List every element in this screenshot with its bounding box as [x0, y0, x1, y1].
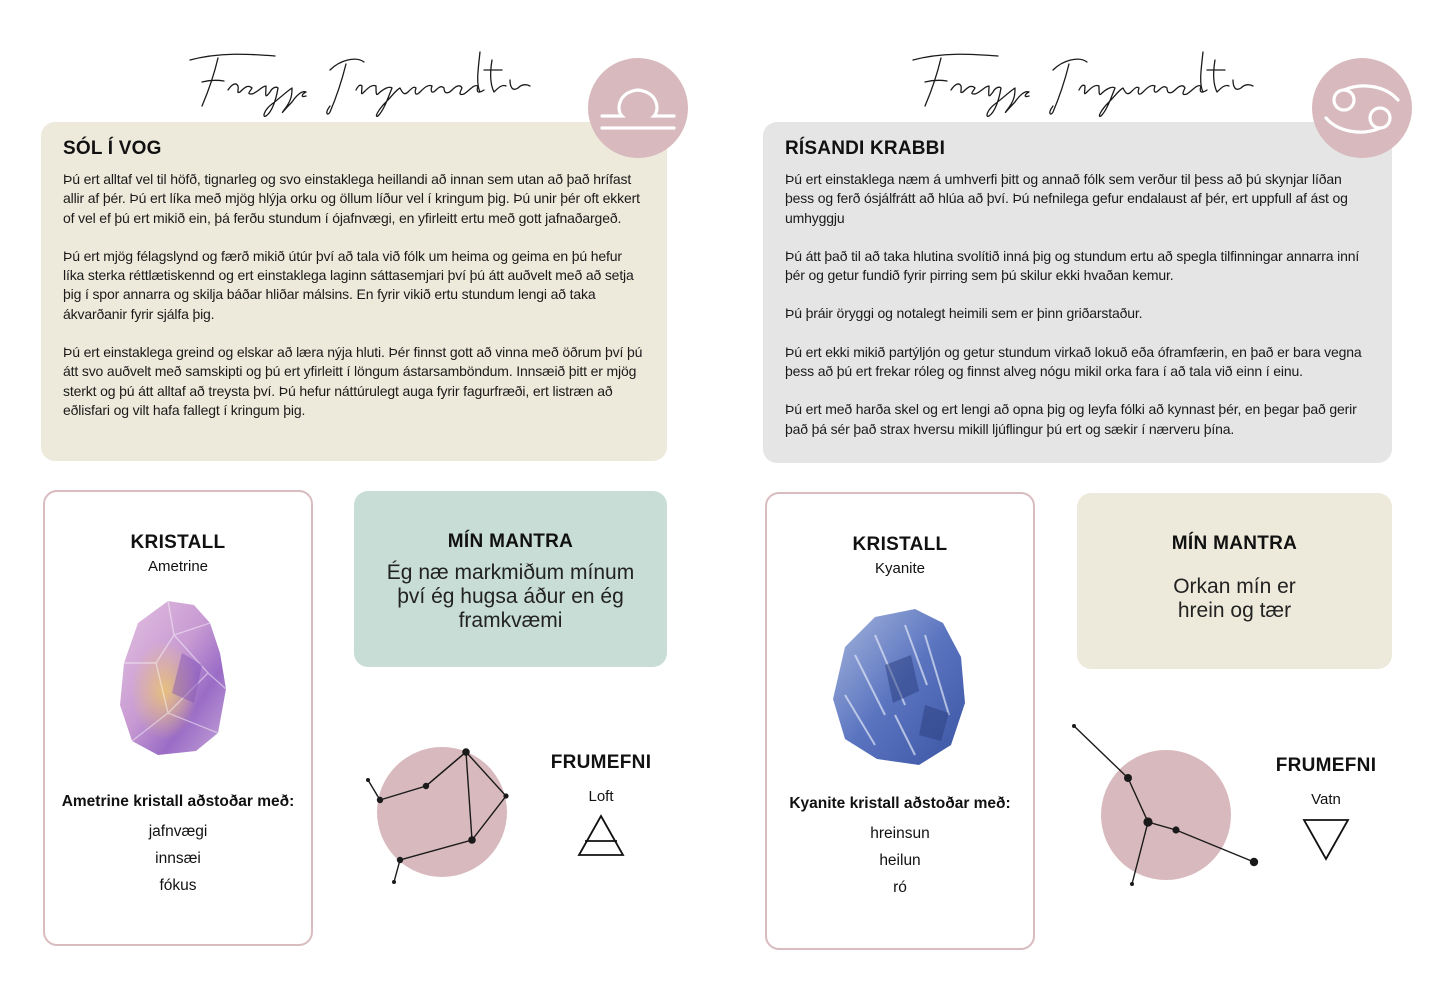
reading-paragraph: Þú átt það til að taka hlutina svolítið inná þig og stundum ertu að spegla tilfinningar annarra inní þér og getur fundið fyrir pirring sem þú skilur ekki hvaðan kemur.: [785, 247, 1360, 284]
reading-title: SÓL Í VOG: [63, 138, 162, 159]
crystal-quality: ró: [893, 879, 907, 896]
element-heading: FRUMEFNI: [550, 752, 652, 773]
crystal-heading: KRISTALL: [130, 532, 226, 553]
air-element-icon: [576, 813, 626, 859]
ametrine-crystal-icon: [98, 593, 258, 773]
crystal-quality: innsæi: [155, 850, 201, 867]
reading-title: RÍSANDI KRABBI: [785, 138, 946, 159]
cancer-badge: [1312, 58, 1412, 158]
mantra-heading: MÍN MANTRA: [1171, 533, 1298, 554]
mantra-text: Ég næ markmiðum mínum því ég hugsa áður en ég framkvæmi: [386, 561, 635, 632]
rising-sign-reading: [763, 122, 1392, 463]
mantra-text: Orkan mín er hrein og tær: [1173, 575, 1296, 622]
element-block: [1271, 755, 1381, 862]
reading-paragraph: Þú ert ekki mikið partýljón og getur stundum virkað lokuð eða óframfærin, en það er bara vegna þess að þú ert frekar róleg og finnst alveg nógu mikil orka fara í að tala við einn í einu.: [785, 343, 1362, 380]
crystal-quality: hreinsun: [870, 825, 930, 842]
crystal-card: [765, 492, 1035, 950]
libra-constellation-icon: [360, 740, 520, 890]
reading-paragraph: Þú ert alltaf vel til höfð, tignarleg og svo einstaklega heillandi að innan sem utan að það hrífast allir af þér. Þú ert líka með mjög hlýja orku og öllum líður vel í kringum þig. Þú unir þér oft ekkert of vel ef þú ert mikið ein, þá ferðu stundum í ójafnvægi, en yfirleitt ertu með gott jafnaðargeð.: [63, 171, 640, 226]
reading-paragraph: Þú ert einstaklega næm á umhverfi þitt og annað fólk sem verður til þess að þú skynjar líðan þess og ferð ósjálfrátt að hlúa að því. Þú nefnilega gefur endalaust af þér, ert uppfull af ást og umhyggju: [785, 171, 1348, 226]
signature-icon: [180, 40, 540, 120]
sun-sign-reading: [41, 122, 667, 461]
crystal-helps-label: Kyanite kristall aðstoðar með:: [789, 795, 1011, 812]
element-heading: FRUMEFNI: [1275, 755, 1377, 776]
crystal-quality: jafnvægi: [148, 823, 208, 840]
reading-paragraph: Þú ert mjög félagslynd og færð mikið útúr því að tala við fólk um heima og geima en þú hefur líka sterka réttlætiskennd og ert einstaklega laginn sáttasemjari því þú átt auðvelt með að setja þig í spor annarra og skilja báðar hliðar málsins. En fyrir vikið ertu stundum lengi að taka ákvarðanir fyrir sjálfa þig.: [63, 247, 634, 322]
mantra-heading: MÍN MANTRA: [447, 531, 574, 552]
crystal-quality: fókus: [159, 877, 197, 894]
kyanite-crystal-image: [815, 595, 985, 775]
signature-logo: [180, 40, 540, 120]
signature-logo: [903, 40, 1263, 120]
element-name: Vatn: [1311, 791, 1341, 808]
cancer-constellation-icon: [1070, 720, 1260, 890]
right-page: [715, 0, 1430, 984]
kyanite-crystal-icon: [815, 595, 985, 775]
libra-constellation: [360, 740, 520, 890]
mantra-box: [1077, 493, 1392, 669]
ametrine-crystal-image: [98, 593, 258, 773]
cancer-constellation: [1070, 720, 1260, 890]
cancer-icon: [1312, 58, 1412, 158]
crystal-heading: KRISTALL: [852, 534, 948, 555]
crystal-name: Ametrine: [147, 558, 209, 575]
crystal-quality: heilun: [879, 852, 921, 869]
reading-paragraph: Þú ert einstaklega greind og elskar að læra nýja hluti. Þér finnst gott að vinna með öðrum því þú átt svo auðvelt með samskipti og þú ert yfirleitt í löngum ástarsamböndum. Innsæið þitt er mjög sterkt og þú átt alltaf að treysta því. Þú hefur náttúrulegt auga fyrir fagurfræði, ert listræn að eðlisfari og vilt hafa fallegt í kringum þig.: [63, 344, 643, 418]
element-name: Loft: [588, 788, 614, 805]
element-block: [546, 752, 656, 859]
mantra-box: [354, 491, 667, 667]
crystal-card: [43, 490, 313, 946]
crystal-helps-label: Ametrine kristall aðstoðar með:: [61, 793, 295, 810]
reading-paragraph: Þú þráir öryggi og notalegt heimili sem er þinn griðarstaður.: [785, 305, 1143, 322]
signature-icon: [903, 40, 1263, 120]
reading-paragraph: Þú ert með harða skel og ert lengi að opna þig og leyfa fólki að kynnast þér, en þegar það gerir það þá sér það strax hversu mikill ljúflingur þú ert og sækir í nærveru þína.: [785, 401, 1357, 437]
libra-badge: [588, 58, 688, 158]
water-element-icon: [1301, 816, 1351, 862]
crystal-name: Kyanite: [874, 560, 926, 577]
libra-icon: [588, 58, 688, 158]
